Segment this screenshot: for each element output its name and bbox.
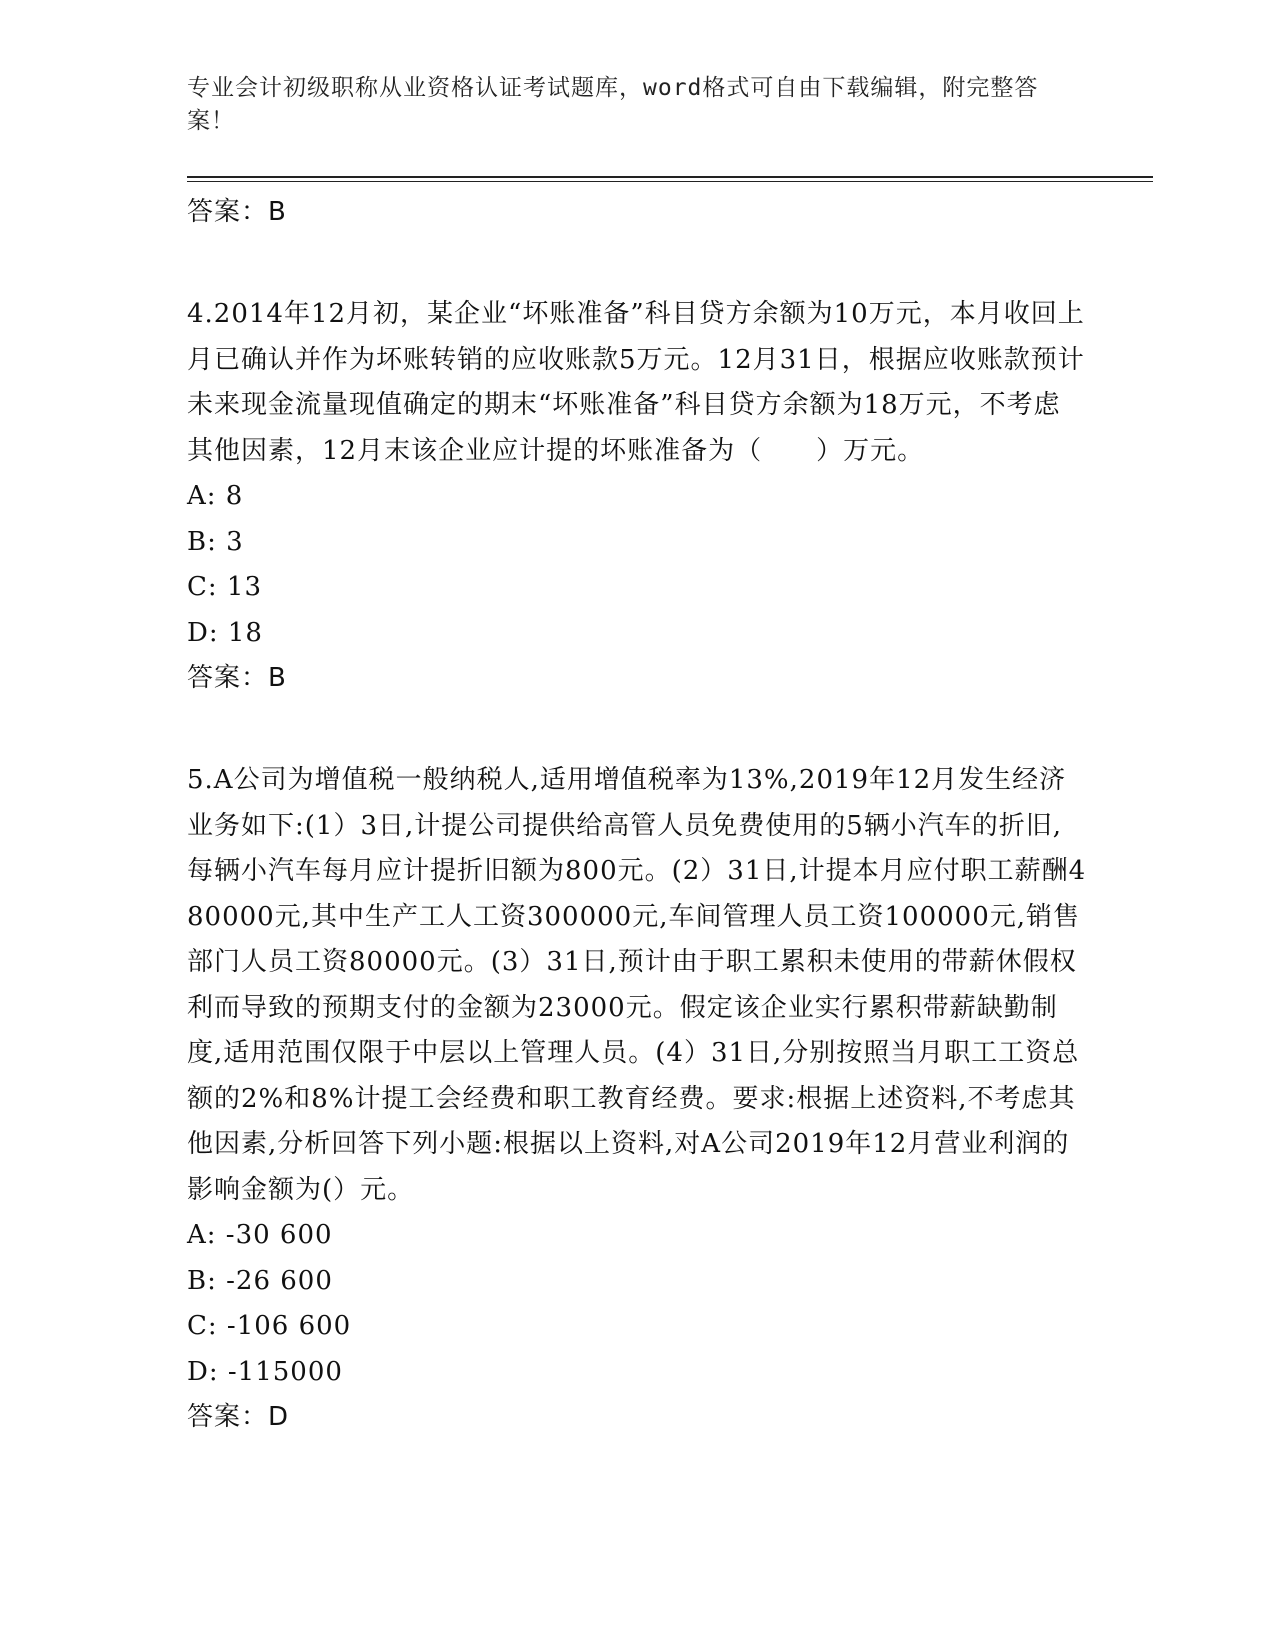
question-5-option-a: A: -30 600 [187, 1220, 333, 1250]
question-5-option-c: C: -106 600 [187, 1311, 352, 1341]
question-4-option-c: C: 13 [187, 572, 263, 602]
content [187, 190, 1087, 1439]
answer-prev: 答案：B [187, 197, 287, 227]
question-4-option-b: B: 3 [187, 526, 244, 557]
page-header: 专业会计初级职称从业资格认证考试题库，word格式可自由下载编辑，附完整答案！ [187, 75, 1039, 134]
question-5-option-d: D: -115000 [187, 1356, 343, 1387]
question-5-option-b: B: -26 600 [187, 1265, 333, 1296]
question-4-option-d: D: 18 [187, 617, 263, 648]
question-4-option-a: A: 8 [187, 481, 244, 511]
question-5-answer: 答案：D [187, 1402, 290, 1432]
question-4-answer: 答案：B [187, 663, 287, 693]
question-4-text: 4.2014年12月初，某企业“坏账准备”科目贷方余额为10万元，本月收回上月已确认并作为坏账转销的应收账款5万元。12月31日，根据应收账款预计未来现金流量现值确定的期末“坏账准备”科目贷方余额为18万元，不考虑其他因素，12月末该企业应计提的坏账准备为（ ）万元。 [187, 299, 1085, 466]
question-5-text: 5.A公司为增值税一般纳税人,适用增值税率为13%,2019年12月发生经济业务如下:(1）3日,计提公司提供给高管人员免费使用的5辆小汽车的折旧,每辆小汽车每月应计提折旧额为800元。(2）31日,计提本月应付职工薪酬480000元,其中生产工人工资300000元,车间管理人员工资100000元,销售部门人员工资80000元。(3）31日,预计由于职工累积未使用的带薪休假权利而导致的预期支付的金额为23000元。假定该企业实行累积带薪缺勤制度,适用范围仅限于中层以上管理人员。(4）31日,分别按照当月职工工资总额的2%和8%计提工会经费和职工教育经费。要求:根据上述资料,不考虑其他因素,分析回答下列小题:根据以上资料,对A公司2019年12月营业利润的影响金额为(）元。 [187, 765, 1087, 1205]
question-5 [187, 758, 1087, 1439]
header-rule-thick [187, 176, 1153, 178]
header-rule-thin [187, 181, 1153, 182]
question-4 [187, 292, 1087, 700]
